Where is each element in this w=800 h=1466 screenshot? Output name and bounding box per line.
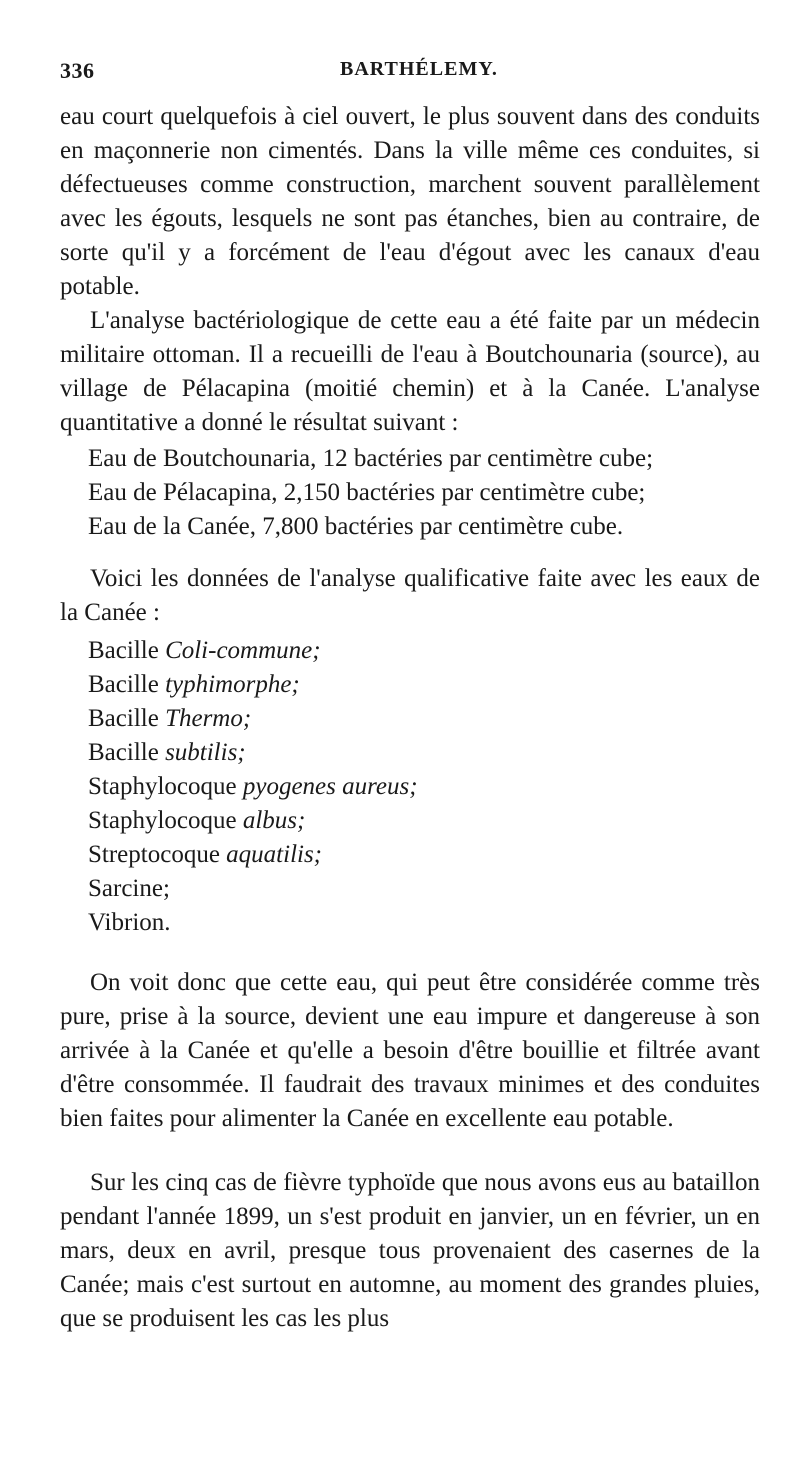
bacteria-species-list	[88, 634, 418, 940]
paragraph-text: eau court quelquefois à ciel ouvert, le plus souvent dans des conduits en maçonnerie non cimentés. Dans la ville même ces conduites, si défectueuses comme construction, marchent souvent parallèlement avec les égouts, lesquels ne sont pas étanches, bien au contraire, de sorte qu'il y a forcément de l'eau d'égout avec les canaux d'eau potable.	[60, 103, 760, 300]
count-line: Eau de la Canée, 7,800 bactéries par centimètre cube.	[88, 513, 624, 540]
list-item: Sarcine;	[88, 875, 170, 902]
paragraph-text: L'analyse bactériologique de cette eau a été faite par un médecin militaire ottoman. Il a recueilli de l'eau à Boutchounaria (source), au village de Pélacapina (moitié chemin) et à la Canée. L'analyse quantitative a donné le résultat suivant :	[60, 307, 760, 436]
page-number: 336	[60, 58, 95, 83]
paragraph-conclusion	[60, 966, 760, 1136]
paragraph-water-conduits	[60, 100, 760, 304]
count-line: Eau de Pélacapina, 2,150 bactéries par centimètre cube;	[88, 479, 646, 506]
paragraph-text: Voici les données de l'analyse qualificative faite avec les eaux de la Canée :	[60, 565, 760, 626]
list-item: Bacille subtilis;	[88, 739, 246, 766]
paragraph-bacteriological-analysis	[60, 304, 760, 440]
paragraph-text: On voit donc que cette eau, qui peut être considérée comme très pure, prise à la source, devient une eau impure et dangereuse à son arrivée à la Canée et qu'elle a besoin d'être bouillie et filtrée avant d'être consommée. Il faudrait des travaux minimes et des conduites bien faites pour alimenter la Canée en excellente eau potable.	[60, 969, 760, 1132]
list-item: Bacille Thermo;	[88, 705, 252, 732]
list-item: Bacille typhimorphe;	[88, 671, 300, 698]
paragraph-typhoid-cases	[60, 1166, 760, 1336]
list-item: Bacille Coli-commune;	[88, 637, 321, 664]
list-item: Vibrion.	[88, 909, 171, 936]
list-item: Streptocoque aquatilis;	[88, 841, 323, 868]
list-item: Staphylocoque pyogenes aureus;	[88, 773, 418, 800]
list-item: Staphylocoque albus;	[88, 807, 306, 834]
paragraph-text: Sur les cinq cas de fièvre typhoïde que nous avons eus au bataillon pendant l'année 1899, un s'est produit en janvier, un en février, un en mars, deux en avril, presque tous provenaient des casernes de la Canée; mais c'est surtout en automne, au moment des grandes pluies, que se produisent les cas les plus	[60, 1169, 760, 1332]
bacteria-count-list	[88, 442, 653, 544]
paragraph-qualitative-analysis	[60, 562, 760, 630]
page-header	[60, 58, 750, 90]
count-line: Eau de Boutchounaria, 12 bactéries par centimètre cube;	[88, 445, 654, 472]
running-head: BARTHÉLEMY.	[340, 58, 498, 80]
